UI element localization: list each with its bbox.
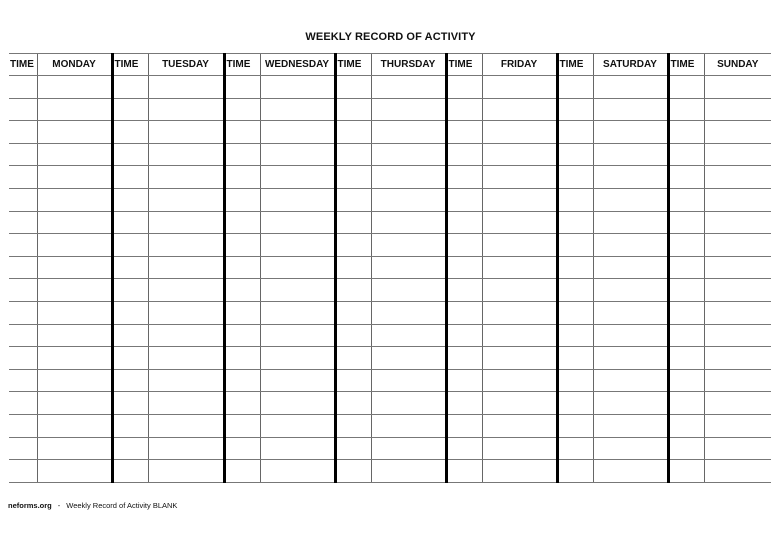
activity-cell-tuesday[interactable] [148, 256, 224, 279]
table-row [9, 166, 771, 189]
activity-cell-wednesday[interactable] [260, 301, 335, 324]
activity-cell-sunday[interactable] [704, 76, 771, 99]
time-cell[interactable] [335, 437, 371, 460]
time-cell[interactable] [335, 234, 371, 257]
activity-cell-sunday[interactable] [704, 121, 771, 144]
time-cell[interactable] [446, 414, 482, 437]
time-cell[interactable] [668, 460, 704, 483]
activity-cell-thursday[interactable] [371, 369, 446, 392]
table-row [9, 460, 771, 483]
activity-cell-friday[interactable] [482, 301, 557, 324]
activity-cell-friday[interactable] [482, 166, 557, 189]
activity-cell-thursday[interactable] [371, 460, 446, 483]
time-cell[interactable] [446, 392, 482, 415]
activity-cell-sunday[interactable] [704, 347, 771, 370]
time-cell[interactable] [668, 369, 704, 392]
table-row [9, 437, 771, 460]
activity-cell-saturday[interactable] [593, 460, 668, 483]
time-cell[interactable] [9, 437, 37, 460]
time-cell[interactable] [446, 301, 482, 324]
time-cell[interactable] [446, 121, 482, 144]
activity-cell-sunday[interactable] [704, 211, 771, 234]
column-header-time: TIME [9, 54, 37, 76]
time-cell[interactable] [668, 234, 704, 257]
time-cell[interactable] [112, 437, 148, 460]
time-cell[interactable] [335, 347, 371, 370]
time-cell[interactable] [668, 188, 704, 211]
activity-cell-tuesday[interactable] [148, 211, 224, 234]
activity-cell-tuesday[interactable] [148, 121, 224, 144]
activity-cell-monday[interactable] [37, 460, 112, 483]
time-cell[interactable] [446, 76, 482, 99]
activity-cell-friday[interactable] [482, 211, 557, 234]
activity-cell-thursday[interactable] [371, 211, 446, 234]
activity-cell-tuesday[interactable] [148, 98, 224, 121]
time-cell[interactable] [446, 98, 482, 121]
time-cell[interactable] [557, 347, 593, 370]
time-cell[interactable] [112, 143, 148, 166]
time-cell[interactable] [668, 166, 704, 189]
activity-cell-monday[interactable] [37, 121, 112, 144]
time-cell[interactable] [446, 166, 482, 189]
time-cell[interactable] [9, 324, 37, 347]
time-cell[interactable] [335, 143, 371, 166]
time-cell[interactable] [224, 188, 260, 211]
column-header-time: TIME [112, 54, 148, 76]
activity-cell-sunday[interactable] [704, 369, 771, 392]
time-cell[interactable] [112, 98, 148, 121]
activity-cell-saturday[interactable] [593, 347, 668, 370]
time-cell[interactable] [112, 234, 148, 257]
activity-cell-monday[interactable] [37, 143, 112, 166]
time-cell[interactable] [224, 369, 260, 392]
table-row [9, 392, 771, 415]
activity-cell-tuesday[interactable] [148, 188, 224, 211]
activity-cell-saturday[interactable] [593, 414, 668, 437]
time-cell[interactable] [335, 392, 371, 415]
activity-cell-monday[interactable] [37, 188, 112, 211]
activity-cell-thursday[interactable] [371, 414, 446, 437]
time-cell[interactable] [557, 143, 593, 166]
table-row [9, 143, 771, 166]
time-cell[interactable] [112, 369, 148, 392]
time-cell[interactable] [112, 256, 148, 279]
time-cell[interactable] [112, 188, 148, 211]
time-cell[interactable] [557, 301, 593, 324]
activity-cell-friday[interactable] [482, 460, 557, 483]
table-row [9, 121, 771, 144]
activity-cell-saturday[interactable] [593, 234, 668, 257]
time-cell[interactable] [335, 460, 371, 483]
activity-cell-thursday[interactable] [371, 347, 446, 370]
time-cell[interactable] [112, 347, 148, 370]
activity-cell-tuesday[interactable] [148, 76, 224, 99]
time-cell[interactable] [557, 256, 593, 279]
activity-cell-monday[interactable] [37, 76, 112, 99]
activity-cell-friday[interactable] [482, 414, 557, 437]
activity-cell-tuesday[interactable] [148, 437, 224, 460]
time-cell[interactable] [668, 392, 704, 415]
activity-cell-monday[interactable] [37, 369, 112, 392]
footer [8, 501, 177, 510]
time-cell[interactable] [112, 460, 148, 483]
time-cell[interactable] [9, 369, 37, 392]
activity-cell-thursday[interactable] [371, 143, 446, 166]
activity-cell-wednesday[interactable] [260, 392, 335, 415]
activity-cell-monday[interactable] [37, 98, 112, 121]
time-cell[interactable] [668, 256, 704, 279]
time-cell[interactable] [224, 143, 260, 166]
activity-cell-thursday[interactable] [371, 392, 446, 415]
column-header-monday: MONDAY [37, 54, 112, 76]
time-cell[interactable] [335, 324, 371, 347]
activity-cell-saturday[interactable] [593, 279, 668, 302]
time-cell[interactable] [557, 369, 593, 392]
activity-cell-saturday[interactable] [593, 188, 668, 211]
time-cell[interactable] [335, 369, 371, 392]
activity-cell-wednesday[interactable] [260, 211, 335, 234]
time-cell[interactable] [112, 392, 148, 415]
column-header-time: TIME [224, 54, 260, 76]
activity-cell-saturday[interactable] [593, 143, 668, 166]
activity-cell-sunday[interactable] [704, 392, 771, 415]
time-cell[interactable] [224, 98, 260, 121]
time-cell[interactable] [224, 460, 260, 483]
activity-cell-monday[interactable] [37, 437, 112, 460]
activity-cell-monday[interactable] [37, 166, 112, 189]
activity-cell-sunday[interactable] [704, 460, 771, 483]
column-header-time: TIME [446, 54, 482, 76]
activity-cell-thursday[interactable] [371, 279, 446, 302]
activity-cell-friday[interactable] [482, 279, 557, 302]
time-cell[interactable] [446, 369, 482, 392]
time-cell[interactable] [9, 234, 37, 257]
footer-site: neforms.org [8, 501, 52, 510]
time-cell[interactable] [668, 437, 704, 460]
time-cell[interactable] [335, 188, 371, 211]
table-row [9, 279, 771, 302]
column-header-time: TIME [557, 54, 593, 76]
activity-cell-wednesday[interactable] [260, 369, 335, 392]
time-cell[interactable] [446, 188, 482, 211]
time-cell[interactable] [668, 121, 704, 144]
time-cell[interactable] [9, 211, 37, 234]
activity-cell-saturday[interactable] [593, 98, 668, 121]
time-cell[interactable] [224, 347, 260, 370]
time-cell[interactable] [557, 76, 593, 99]
time-cell[interactable] [9, 98, 37, 121]
activity-cell-wednesday[interactable] [260, 414, 335, 437]
page-title: WEEKLY RECORD OF ACTIVITY [305, 31, 476, 43]
time-cell[interactable] [335, 279, 371, 302]
time-cell[interactable] [224, 301, 260, 324]
activity-cell-wednesday[interactable] [260, 460, 335, 483]
time-cell[interactable] [9, 301, 37, 324]
time-cell[interactable] [224, 121, 260, 144]
time-cell[interactable] [446, 256, 482, 279]
header-row [9, 54, 771, 76]
activity-cell-sunday[interactable] [704, 188, 771, 211]
time-cell[interactable] [335, 301, 371, 324]
table-row [9, 301, 771, 324]
time-cell[interactable] [112, 166, 148, 189]
time-cell[interactable] [446, 143, 482, 166]
activity-cell-wednesday[interactable] [260, 347, 335, 370]
activity-cell-friday[interactable] [482, 347, 557, 370]
time-cell[interactable] [557, 234, 593, 257]
activity-cell-monday[interactable] [37, 347, 112, 370]
activity-cell-tuesday[interactable] [148, 301, 224, 324]
activity-cell-monday[interactable] [37, 324, 112, 347]
column-header-time: TIME [335, 54, 371, 76]
time-cell[interactable] [224, 166, 260, 189]
activity-cell-saturday[interactable] [593, 369, 668, 392]
footer-caption: Weekly Record of Activity BLANK [66, 501, 178, 510]
time-cell[interactable] [224, 234, 260, 257]
column-header-saturday: SATURDAY [593, 54, 668, 76]
activity-cell-monday[interactable] [37, 211, 112, 234]
time-cell[interactable] [335, 121, 371, 144]
time-cell[interactable] [224, 414, 260, 437]
activity-cell-sunday[interactable] [704, 324, 771, 347]
activity-cell-saturday[interactable] [593, 392, 668, 415]
time-cell[interactable] [557, 121, 593, 144]
time-cell[interactable] [446, 347, 482, 370]
activity-cell-tuesday[interactable] [148, 324, 224, 347]
time-cell[interactable] [446, 460, 482, 483]
activity-cell-thursday[interactable] [371, 121, 446, 144]
activity-cell-friday[interactable] [482, 324, 557, 347]
activity-cell-wednesday[interactable] [260, 324, 335, 347]
table-row [9, 414, 771, 437]
time-cell[interactable] [446, 324, 482, 347]
activity-cell-thursday[interactable] [371, 301, 446, 324]
activity-cell-friday[interactable] [482, 121, 557, 144]
time-cell[interactable] [224, 279, 260, 302]
activity-cell-friday[interactable] [482, 369, 557, 392]
activity-cell-sunday[interactable] [704, 437, 771, 460]
time-cell[interactable] [112, 121, 148, 144]
activity-cell-thursday[interactable] [371, 437, 446, 460]
activity-cell-monday[interactable] [37, 392, 112, 415]
table-row [9, 76, 771, 99]
time-cell[interactable] [446, 234, 482, 257]
time-cell[interactable] [9, 166, 37, 189]
activity-cell-friday[interactable] [482, 188, 557, 211]
time-cell[interactable] [9, 143, 37, 166]
time-cell[interactable] [557, 414, 593, 437]
footer-separator: - [57, 501, 61, 510]
activity-cell-monday[interactable] [37, 279, 112, 302]
activity-cell-sunday[interactable] [704, 166, 771, 189]
time-cell[interactable] [668, 324, 704, 347]
table-row [9, 98, 771, 121]
time-cell[interactable] [112, 279, 148, 302]
activity-cell-saturday[interactable] [593, 437, 668, 460]
time-cell[interactable] [335, 211, 371, 234]
column-header-friday: FRIDAY [482, 54, 557, 76]
activity-cell-friday[interactable] [482, 437, 557, 460]
time-cell[interactable] [557, 324, 593, 347]
activity-cell-saturday[interactable] [593, 324, 668, 347]
column-header-wednesday: WEDNESDAY [260, 54, 335, 76]
time-cell[interactable] [224, 324, 260, 347]
activity-cell-wednesday[interactable] [260, 188, 335, 211]
activity-cell-tuesday[interactable] [148, 369, 224, 392]
activity-cell-sunday[interactable] [704, 143, 771, 166]
time-cell[interactable] [557, 166, 593, 189]
time-cell[interactable] [224, 211, 260, 234]
activity-cell-saturday[interactable] [593, 301, 668, 324]
activity-cell-thursday[interactable] [371, 98, 446, 121]
activity-cell-saturday[interactable] [593, 166, 668, 189]
activity-cell-friday[interactable] [482, 76, 557, 99]
activity-cell-tuesday[interactable] [148, 234, 224, 257]
activity-cell-saturday[interactable] [593, 211, 668, 234]
activity-cell-tuesday[interactable] [148, 143, 224, 166]
time-cell[interactable] [9, 188, 37, 211]
activity-cell-thursday[interactable] [371, 324, 446, 347]
activity-cell-saturday[interactable] [593, 76, 668, 99]
activity-cell-wednesday[interactable] [260, 279, 335, 302]
time-cell[interactable] [224, 76, 260, 99]
activity-cell-wednesday[interactable] [260, 437, 335, 460]
activity-cell-friday[interactable] [482, 98, 557, 121]
column-header-tuesday: TUESDAY [148, 54, 224, 76]
table-row [9, 256, 771, 279]
activity-cell-saturday[interactable] [593, 256, 668, 279]
activity-cell-friday[interactable] [482, 143, 557, 166]
activity-cell-tuesday[interactable] [148, 347, 224, 370]
time-cell[interactable] [112, 324, 148, 347]
time-cell[interactable] [335, 256, 371, 279]
activity-cell-sunday[interactable] [704, 234, 771, 257]
time-cell[interactable] [335, 166, 371, 189]
time-cell[interactable] [668, 76, 704, 99]
time-cell[interactable] [557, 279, 593, 302]
time-cell[interactable] [557, 211, 593, 234]
activity-cell-monday[interactable] [37, 301, 112, 324]
activity-cell-thursday[interactable] [371, 234, 446, 257]
time-cell[interactable] [224, 256, 260, 279]
activity-cell-friday[interactable] [482, 234, 557, 257]
time-cell[interactable] [335, 98, 371, 121]
time-cell[interactable] [668, 143, 704, 166]
time-cell[interactable] [668, 98, 704, 121]
time-cell[interactable] [112, 211, 148, 234]
time-cell[interactable] [668, 414, 704, 437]
time-cell[interactable] [668, 279, 704, 302]
time-cell[interactable] [224, 437, 260, 460]
activity-cell-sunday[interactable] [704, 98, 771, 121]
time-cell[interactable] [557, 392, 593, 415]
activity-cell-thursday[interactable] [371, 188, 446, 211]
column-header-thursday: THURSDAY [371, 54, 446, 76]
time-cell[interactable] [9, 121, 37, 144]
time-cell[interactable] [9, 347, 37, 370]
table-row [9, 188, 771, 211]
activity-cell-sunday[interactable] [704, 414, 771, 437]
activity-cell-tuesday[interactable] [148, 414, 224, 437]
time-cell[interactable] [557, 460, 593, 483]
activity-cell-thursday[interactable] [371, 166, 446, 189]
time-cell[interactable] [557, 98, 593, 121]
activity-cell-friday[interactable] [482, 392, 557, 415]
time-cell[interactable] [9, 279, 37, 302]
column-header-sunday: SUNDAY [704, 54, 771, 76]
activity-cell-thursday[interactable] [371, 76, 446, 99]
activity-cell-saturday[interactable] [593, 121, 668, 144]
table-row [9, 211, 771, 234]
time-cell[interactable] [668, 347, 704, 370]
table-row [9, 234, 771, 257]
activity-cell-monday[interactable] [37, 234, 112, 257]
activity-cell-wednesday[interactable] [260, 256, 335, 279]
activity-cell-wednesday[interactable] [260, 166, 335, 189]
time-cell[interactable] [224, 392, 260, 415]
column-header-time: TIME [668, 54, 704, 76]
time-cell[interactable] [9, 76, 37, 99]
activity-cell-wednesday[interactable] [260, 143, 335, 166]
activity-cell-sunday[interactable] [704, 301, 771, 324]
time-cell[interactable] [668, 211, 704, 234]
time-cell[interactable] [446, 279, 482, 302]
table-row [9, 324, 771, 347]
weekly-activity-table [9, 53, 771, 483]
time-cell[interactable] [446, 437, 482, 460]
time-cell[interactable] [446, 211, 482, 234]
table-body [9, 76, 771, 483]
activity-cell-monday[interactable] [37, 414, 112, 437]
time-cell[interactable] [9, 392, 37, 415]
activity-cell-wednesday[interactable] [260, 234, 335, 257]
activity-cell-wednesday[interactable] [260, 76, 335, 99]
activity-cell-tuesday[interactable] [148, 460, 224, 483]
time-cell[interactable] [112, 301, 148, 324]
time-cell[interactable] [9, 460, 37, 483]
table-row [9, 347, 771, 370]
time-cell[interactable] [112, 414, 148, 437]
time-cell[interactable] [668, 301, 704, 324]
activity-cell-monday[interactable] [37, 256, 112, 279]
activity-cell-thursday[interactable] [371, 256, 446, 279]
table-row [9, 369, 771, 392]
activity-cell-wednesday[interactable] [260, 121, 335, 144]
time-cell[interactable] [335, 414, 371, 437]
activity-cell-tuesday[interactable] [148, 392, 224, 415]
time-cell[interactable] [335, 76, 371, 99]
time-cell[interactable] [557, 188, 593, 211]
activity-cell-wednesday[interactable] [260, 98, 335, 121]
time-cell[interactable] [9, 414, 37, 437]
activity-cell-sunday[interactable] [704, 279, 771, 302]
activity-cell-tuesday[interactable] [148, 279, 224, 302]
time-cell[interactable] [557, 437, 593, 460]
activity-cell-sunday[interactable] [704, 256, 771, 279]
activity-cell-tuesday[interactable] [148, 166, 224, 189]
time-cell[interactable] [112, 76, 148, 99]
time-cell[interactable] [9, 256, 37, 279]
activity-cell-friday[interactable] [482, 256, 557, 279]
